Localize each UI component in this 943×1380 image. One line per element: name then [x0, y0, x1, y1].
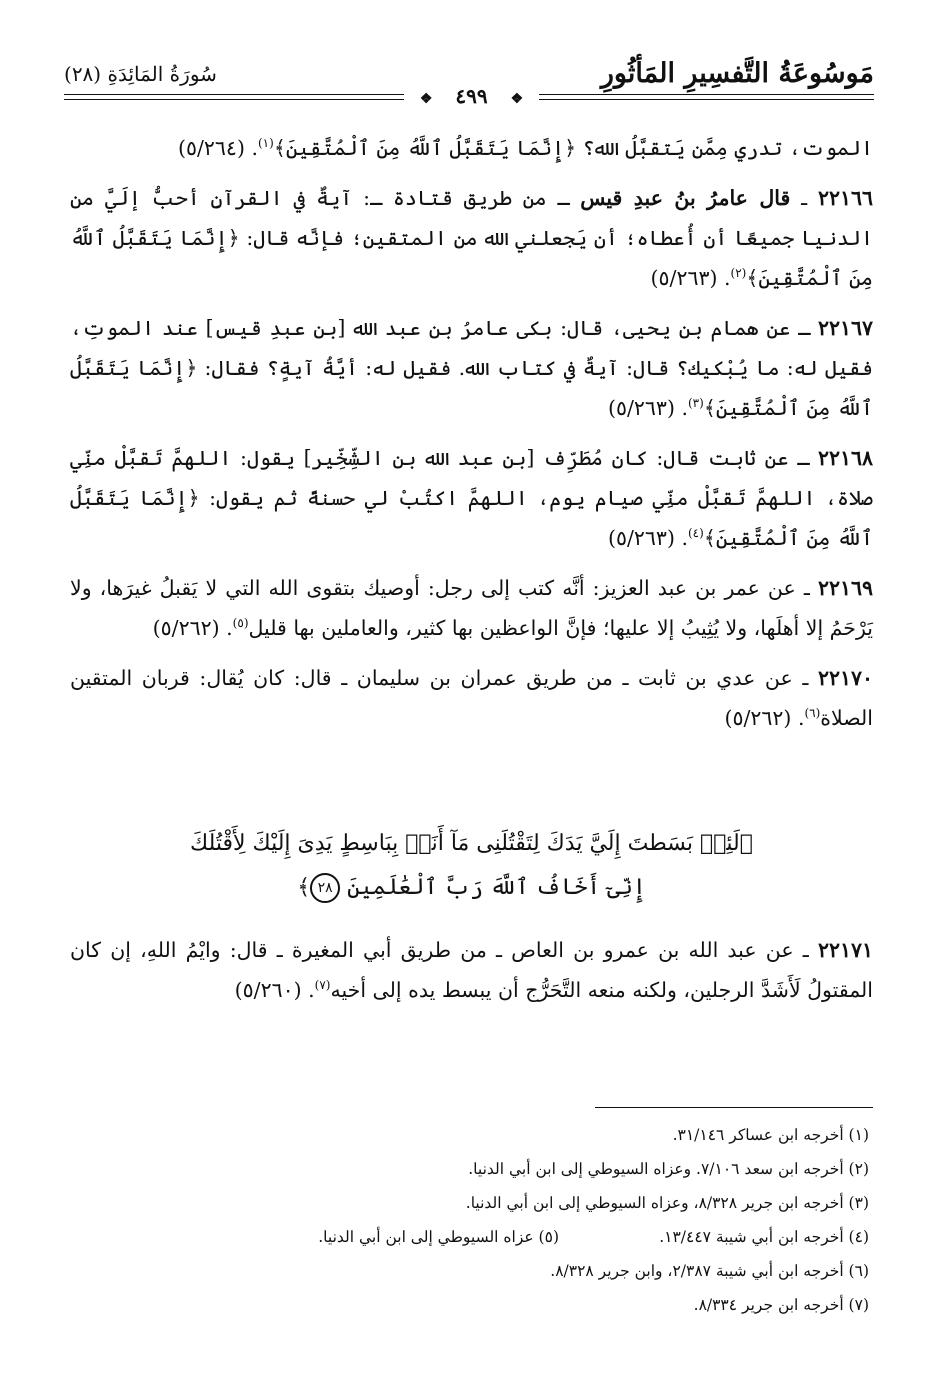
narration-text: عن ثابت قال: كان مُطَرِّف [بن عبد الله بن الشِّخِّير] يقول: اللهمَّ تَقبَّلْ منِّي صلاة، اللهمَّ تَقبَّلْ منِّي صيام يوم، اللهمَّ اكتُبْ لي حسنةً ثم يقول:	[70, 446, 873, 510]
volume-reference: (٥/٢٦٣)	[650, 266, 718, 290]
ornament-icon: ❖	[507, 91, 528, 107]
footnote-marker: (٦)	[804, 706, 821, 721]
narration-number: ٢٢١٦٩	[817, 576, 873, 600]
book-title: مَوسُوعَةُ التَّفسِيرِ المَأثُورِ	[600, 58, 874, 89]
narration-number: ٢٢١٦٨	[817, 446, 874, 470]
narration-number: ٢٢١٧٠	[817, 666, 873, 690]
volume-reference: (٥/٢٦٠)	[234, 978, 302, 1002]
narration-paragraph: الموت، تدري مِمَّن يَتقبَّلُ الله؟ ﴿إِنَّمَا يَتَقَبَّلُ ٱللَّهُ مِنَ ٱلْمُتَّقِينَ﴾$^{(١)}$. (٥/٢٦٤)	[177, 136, 873, 160]
volume-reference: (٥/٢٦٣)	[607, 396, 675, 420]
volume-reference: (٥/٢٦٢)	[152, 616, 220, 640]
narration-paragraph: ٢٢١٦٨ ـ عن ثابت قال: كان مُطَرِّف [بن عبد الله بن الشِّخِّير] يقول: اللهمَّ تَقبَّلْ منِّي صلاة، اللهمَّ تَقبَّلْ منِّي صيام يوم، اللهمَّ اكتُبْ لي حسنةً ثم يقول: ﴿إِنَّمَا يَتَقَبَّلُ ٱللَّهُ مِنَ ٱلْمُتَّقِينَ﴾$^{(٤)}$. (٥/٢٦٣)	[70, 446, 874, 550]
narrator-name: قال عامرُ بنُ عبدِ قيس	[580, 186, 791, 210]
footnote-marker: (٣)	[687, 396, 704, 411]
surah-title	[64, 62, 217, 86]
footnote: (٦) أخرجه ابن أبي شيبة ٢/٣٨٧، وابن جرير ٨/٣٢٨.	[550, 1262, 869, 1280]
footnote-marker: (٢)	[730, 266, 747, 281]
footnote-separator	[595, 1107, 873, 1108]
footnote-marker: (١)	[257, 136, 274, 151]
narration-text: الموت، تدري مِمَّن يَتقبَّلُ الله؟	[576, 136, 873, 160]
footnote-marker: (٤)	[687, 526, 704, 541]
footnote-marker: (٧)	[314, 978, 331, 993]
verse-number-icon: ٢٨	[310, 873, 340, 903]
quran-quote: ﴿إِنَّمَا يَتَقَبَّلُ ٱللَّهُ مِنَ ٱلْمُتَّقِينَ﴾	[70, 226, 873, 290]
verse-line-1: ﴿لَئِنۢ بَسَطتَ إِلَيَّ يَدَكَ لِتَقْتُلَنِى مَآ أَنَا۠ بِبَاسِطٍ يَدِىَ إِلَيْكَ لِأَقْتُلَكَ	[190, 831, 753, 856]
narration-paragraph: ٢٢١٦٧ ـ عن همام بن يحيى، قال: بكى عامرُ بن عبد الله [بن عبدِ قيس] عند الموتِ، فقيل له: ما يُبْكيك؟ قال: آيةٌ في كتاب الله. فقيل له: أيَّةُ آيةٍ؟ فقال: ﴿إِنَّمَا يَتَقَبَّلُ ٱللَّهُ مِنَ ٱلْمُتَّقِينَ﴾$^{(٣)}$. (٥/٢٦٣)	[70, 316, 873, 420]
footnote: (٧) أخرجه ابن جرير ٨/٣٣٤.	[693, 1296, 869, 1314]
page-number: ٤٩٩	[443, 84, 499, 108]
surah-name: سُورَةُ المَائِدَةِ	[107, 62, 217, 86]
quran-verse: ﴿لَئِنۢ بَسَطتَ إِلَيَّ يَدَكَ لِتَقْتُلَنِى مَآ أَنَا۠ بِبَاسِطٍ يَدِىَ إِلَيْكَ لِأَقْتُلَكَ إِنِّىٓ أَخَافُ ٱللَّهَ رَبَّ ٱلْعَٰلَمِينَ ٢٨﴾	[70, 822, 873, 910]
volume-reference: (٥/٢٦٤)	[177, 136, 245, 160]
quran-quote: ﴿إِنَّمَا يَتَقَبَّلُ ٱللَّهُ مِنَ ٱلْمُتَّقِينَ﴾	[70, 356, 873, 420]
volume-reference: (٥/٢٦٣)	[607, 526, 675, 550]
footnote: (١) أخرجه ابن عساكر ٣١/١٤٦.	[672, 1126, 869, 1144]
narration-paragraph: ٢٢١٧١ ـ عن عبد الله بن عمرو بن العاص ـ من طريق أبي المغيرة ـ قال: وايْمُ اللهِ، إن كان المقتولُ لَأَشَدَّ الرجلين، ولكنه منعه التَّحَرُّج أن يبسط يده إلى أخيه$^{(٧)}$. (٥/٢٦٠)	[70, 938, 873, 1002]
main-text	[70, 128, 873, 1020]
volume-reference: (٥/٢٦٢)	[724, 706, 792, 730]
footnote: (٣) أخرجه ابن جرير ٨/٣٢٨، وعزاه السيوطي إلى ابن أبي الدنيا.	[465, 1194, 869, 1212]
footnote-marker: (٥)	[232, 616, 249, 631]
narration-number: ٢٢١٦٦	[817, 186, 873, 210]
ornament-icon: ❖	[416, 91, 437, 107]
verse-line-2: إِنِّىٓ أَخَافُ ٱللَّهَ رَبَّ ٱلْعَٰلَمِينَ	[347, 875, 646, 900]
narration-text: ـ من طريق قتادة ـ: آيةٌ في القرآنِ أحبُّ إلَيَّ من الدنيا جميعًا أن أُعطاه؛ أن يَجعلني الله من المتقين؛ فإنَّه قال:	[70, 186, 873, 250]
footnote: (٤) أخرجه ابن أبي شيبة ١٣/٤٤٧.	[659, 1228, 869, 1246]
surah-number: (٢٨)	[64, 62, 102, 86]
narration-paragraph: ٢٢١٦٩ ـ عن عمر بن عبد العزيز: أنَّه كتب إلى رجل: أوصيك بتقوى الله التي لا يَقبلُ غيرَها، ولا يَرْحَمُ إلا أهلَها، ولا يُثِيبُ إلا عليها؛ فإنَّ الواعظين بها كثير، والعاملين بها قليل$^{(٥)}$. (٥/٢٦٢)	[70, 576, 873, 640]
narration-paragraph: ٢٢١٦٦ ـ قال عامرُ بنُ عبدِ قيس ـ من طريق قتادة ـ: آيةٌ في القرآنِ أحبُّ إلَيَّ من الدنيا جميعًا أن أُعطاه؛ أن يَجعلني الله من المتقين؛ فإنَّه قال: ﴿إِنَّمَا يَتَقَبَّلُ ٱللَّهُ مِنَ ٱلْمُتَّقِينَ﴾$^{(٢)}$. (٥/٢٦٣)	[70, 186, 873, 290]
footnote: (٢) أخرجه ابن سعد ٧/١٠٦. وعزاه السيوطي إلى ابن أبي الدنيا.	[468, 1160, 869, 1178]
footnote: (٥) عزاه السيوطي إلى ابن أبي الدنيا.	[318, 1228, 559, 1246]
narration-paragraph: ٢٢١٧٠ ـ عن عدي بن ثابت ـ من طريق عمران بن سليمان ـ قال: كان يُقال: قربان المتقين الصلاة$^{(٦)}$. (٥/٢٦٢)	[70, 666, 873, 730]
narration-text: عن همام بن يحيى، قال: بكى عامرُ بن عبد الله [بن عبدِ قيس] عند الموتِ، فقيل له: ما يُبْكيك؟ قال: آيةٌ في كتاب الله. فقيل له: أيَّةُ آيةٍ؟ فقال:	[70, 316, 873, 380]
footnotes	[69, 1118, 869, 1322]
quran-quote: ﴿إِنَّمَا يَتَقَبَّلُ ٱللَّهُ مِنَ ٱلْمُتَّقِينَ﴾	[273, 136, 577, 160]
narration-text: عن عبد الله بن عمرو بن العاص ـ من طريق أبي المغيرة ـ قال: وايْمُ اللهِ، إن كان المقتولُ لَأَشَدَّ الرجلين، ولكنه منعه التَّحَرُّج أن يبسط يده إلى أخيه	[70, 938, 873, 1002]
quran-quote: ﴿إِنَّمَا يَتَقَبَّلُ ٱللَّهُ مِنَ ٱلْمُتَّقِينَ﴾	[70, 486, 873, 550]
page-number-box	[0, 84, 943, 108]
narration-text: عن عدي بن ثابت ـ من طريق عمران بن سليمان ـ قال: كان يُقال: قربان المتقين الصلاة	[70, 666, 873, 730]
narration-number: ٢٢١٦٧	[817, 316, 873, 340]
narration-text: عن عمر بن عبد العزيز: أنَّه كتب إلى رجل: أوصيك بتقوى الله التي لا يَقبلُ غيرَها، ولا يَرْحَمُ إلا أهلَها، ولا يُثِيبُ إلا عليها؛ فإنَّ الواعظين بها كثير، والعاملين بها قليل	[70, 576, 873, 640]
narration-number: ٢٢١٧١	[817, 938, 873, 962]
